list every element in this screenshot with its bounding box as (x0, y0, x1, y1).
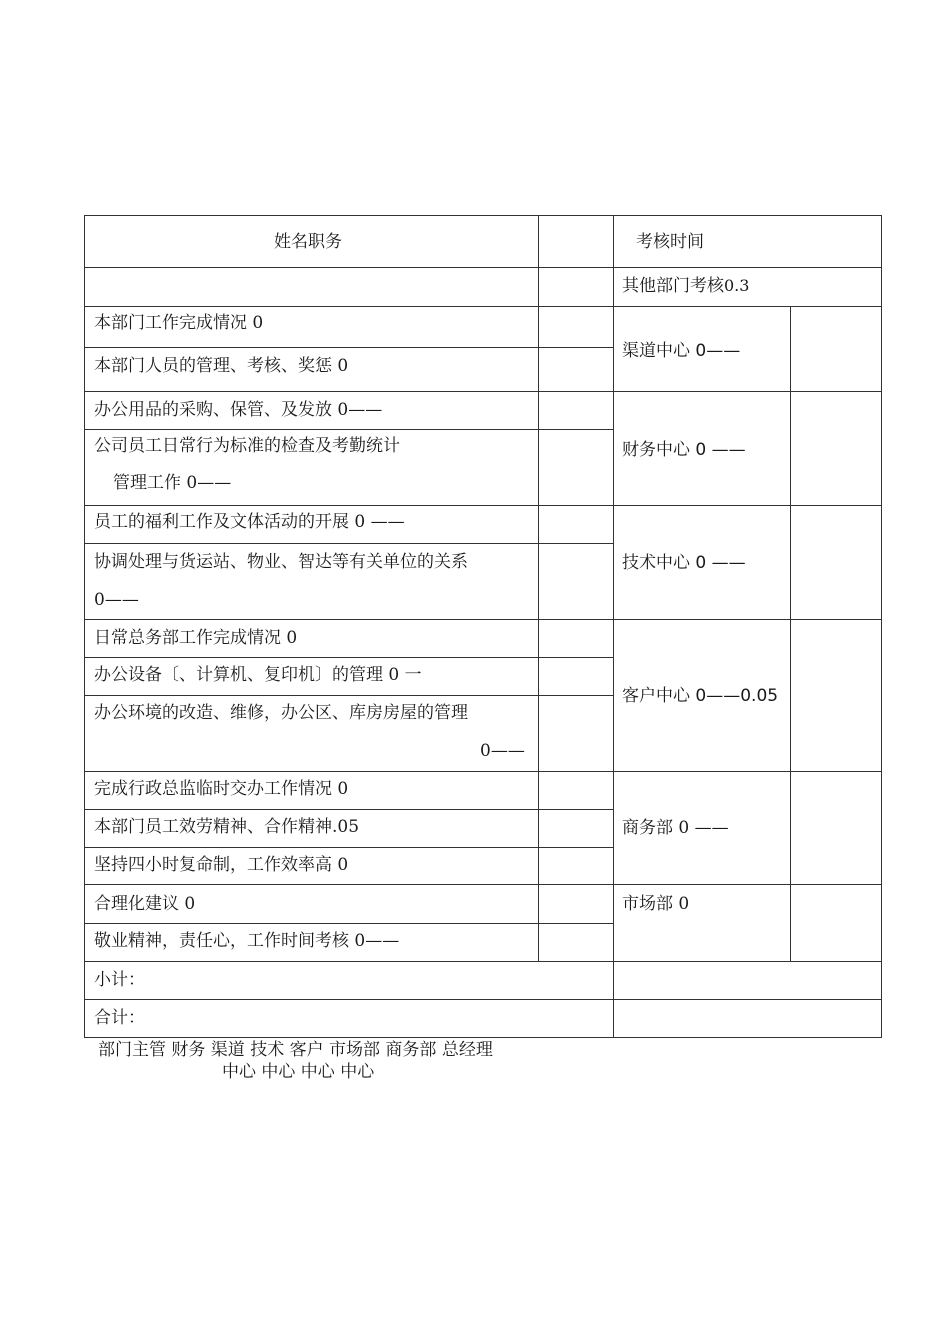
dept-tech-center: 技术中心 0 —— (622, 553, 746, 573)
list-item: 本部门工作完成情况 0 (94, 313, 264, 333)
list-item: 本部门员工效劳精神、合作精神.05 (94, 817, 360, 837)
sub-row-line (84, 429, 614, 430)
list-item: 坚持四小时复命制，工作效率高 0 (94, 855, 349, 875)
row-line (84, 884, 882, 885)
signature-row-sub: 中心 中心 中心 中心 (222, 1062, 375, 1082)
list-item: 公司员工日常行为标准的检查及考勤统计 (94, 436, 400, 456)
list-item: 0—— (94, 590, 139, 610)
list-item: 0—— (480, 741, 525, 761)
list-item: 合理化建议 0 (94, 894, 196, 914)
table-border-left (84, 215, 85, 1038)
total-label: 合计： (94, 1008, 145, 1028)
list-item: 本部门人员的管理、考核、奖惩 0 (94, 356, 349, 376)
row-line (84, 771, 882, 772)
list-item: 管理工作 0—— (113, 473, 232, 493)
list-item: 敬业精神，责任心，工作时间考核 0—— (94, 931, 400, 951)
header-name-position: 姓名职务 (274, 232, 342, 252)
dept-finance-center: 财务中心 0 —— (622, 440, 746, 460)
row-line (84, 391, 882, 392)
list-item: 办公设备〔、计算机、复印机〕的管理 0 一 (94, 665, 422, 685)
sub-row-line (84, 347, 614, 348)
list-item: 日常总务部工作完成情况 0 (94, 628, 298, 648)
list-item: 协调处理与货运站、物业、智达等有关单位的关系 (94, 552, 468, 572)
other-dept-label: 其他部门考核0.3 (622, 276, 750, 296)
header-assessment-time: 考核时间 (636, 232, 704, 252)
col-line-2 (613, 215, 614, 1037)
dept-marketing: 市场部 0 (622, 894, 690, 914)
list-item: 办公用品的采购、保管、及发放 0—— (94, 400, 383, 420)
dept-channel-center: 渠道中心 0—— (622, 341, 741, 361)
row-line (84, 961, 882, 962)
sub-row-line (84, 695, 614, 696)
table-border-bottom (84, 1037, 882, 1038)
signature-row: 部门主管 财务 渠道 技术 客户 市场部 商务部 总经理 (98, 1040, 493, 1060)
dept-business: 商务部 0 —— (622, 818, 729, 838)
sub-row-line (84, 809, 614, 810)
subtotal-label: 小计： (94, 970, 145, 990)
table-border-top (84, 215, 882, 216)
row-line (84, 267, 882, 268)
list-item: 办公环境的改造、维修，办公区、库房房屋的管理 (94, 703, 468, 723)
row-line (84, 306, 882, 307)
sub-row-line (84, 847, 614, 848)
sub-row-line (84, 657, 614, 658)
col-line-1 (538, 215, 539, 962)
dept-customer-center: 客户中心 0——0.05 (622, 686, 779, 706)
list-item: 完成行政总监临时交办工作情况 0 (94, 779, 349, 799)
list-item: 员工的福利工作及文体活动的开展 0 —— (94, 512, 405, 532)
col-line-3 (790, 306, 791, 962)
row-line (84, 619, 882, 620)
sub-row-line (84, 543, 614, 544)
table-border-right (881, 215, 882, 1038)
row-line (84, 999, 882, 1000)
sub-row-line (84, 923, 614, 924)
row-line (84, 505, 882, 506)
